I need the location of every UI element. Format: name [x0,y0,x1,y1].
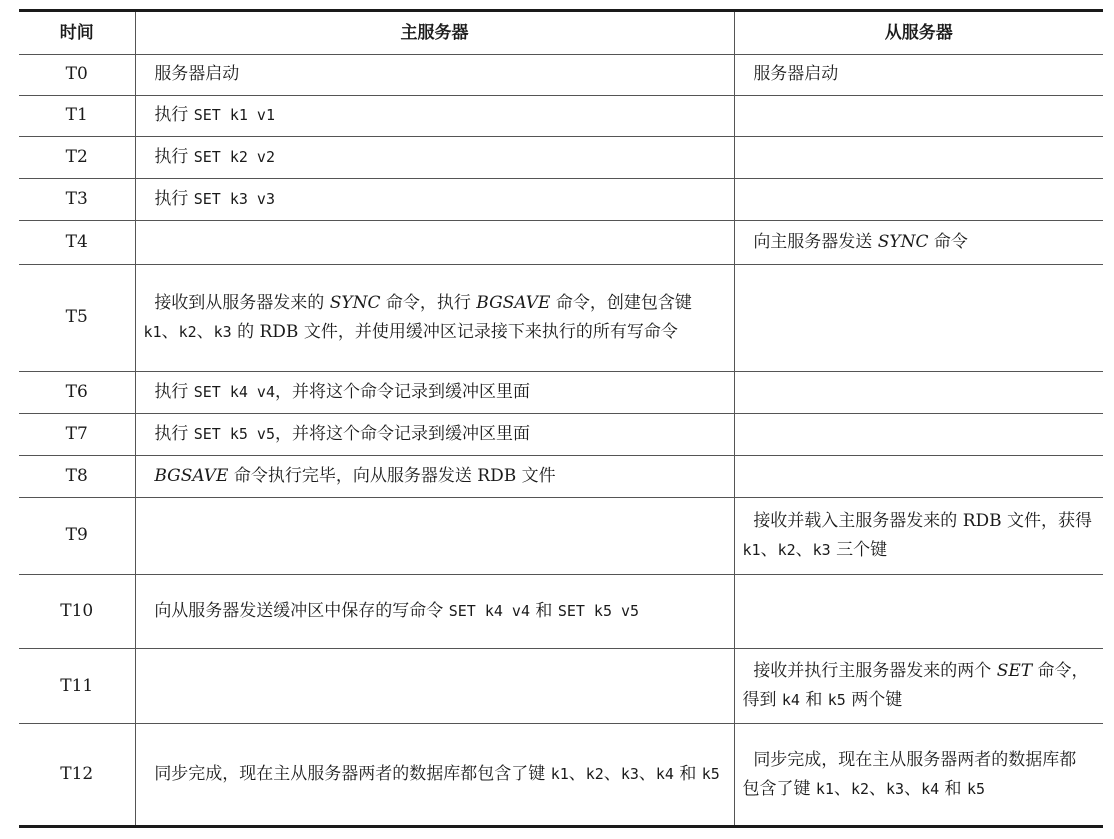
slave-cell [734,178,1103,220]
cell-text: 、 [568,764,586,785]
cell-text: 向主服务器发送 [742,231,878,252]
cell-text: 、 [638,764,656,785]
code-text: k1 [550,765,569,784]
code-text: k2 [777,540,796,559]
cell-text: 和 [939,778,967,799]
slave-cell [734,95,1103,136]
table-row [19,649,1103,724]
cell-text: 命令，创建包含键 [550,292,698,313]
table-row [19,574,1103,649]
cell-text: 、 [833,778,851,799]
table-row [19,136,1103,178]
header-row [19,12,1103,55]
code-text: k3 [812,540,831,559]
code-text: k5 [827,691,846,710]
slave-cell [734,456,1103,498]
table-row [19,724,1103,825]
table-row [19,264,1103,371]
cell-text: 接收并执行主服务器发来的两个 [742,661,997,682]
code-text: SET k5 v5 [557,602,640,621]
table-row [19,220,1103,264]
cell-text: 、 [161,321,179,342]
cell-text: 接收并载入主服务器发来的 RDB 文件，获得 [742,510,1098,531]
master-cell [135,264,734,371]
cell-text: 、 [795,539,813,560]
master-cell [135,649,734,724]
time-cell: T2 [19,136,135,178]
slave-cell [734,220,1103,264]
command-name: SYNC [877,231,929,252]
cell-text: 、 [904,778,922,799]
table-row [19,414,1103,456]
code-text: k1 [815,779,834,798]
cell-text: 同步完成，现在主从服务器两者的数据库都包含了键 [143,764,551,785]
cell-text: 两个键 [845,690,903,711]
cell-text: 执行 [143,146,194,167]
time-cell: T11 [19,649,135,724]
header-time: 时间 [19,12,135,55]
slave-cell [734,414,1103,456]
command-name: SET [996,661,1033,682]
code-text: k3 [886,779,905,798]
time-cell: T1 [19,95,135,136]
slave-cell [734,136,1103,178]
cell-text: 执行 [143,424,194,445]
code-text: k1 [742,540,761,559]
slave-cell [734,55,1103,96]
header-slave: 从服务器 [734,12,1103,55]
table-row [19,178,1103,220]
cell-text: 执行 [143,382,194,403]
master-cell [135,497,734,574]
table-row [19,372,1103,414]
time-cell: T7 [19,414,135,456]
code-text: k4 [781,691,800,710]
slave-cell [734,372,1103,414]
master-cell [135,456,734,498]
master-cell [135,178,734,220]
cell-text: 命令执行完毕，向从服务器发送 RDB 文件 [228,465,556,486]
time-cell: T0 [19,55,135,96]
time-cell: T6 [19,372,135,414]
cell-text: 服务器启动 [742,64,839,85]
command-name: BGSAVE [154,465,229,486]
command-name: SYNC [329,292,381,313]
cell-text [144,466,155,486]
slave-cell [734,724,1103,825]
time-cell: T5 [19,264,135,371]
header-master: 主服务器 [135,12,734,55]
cell-text: 的 RDB 文件，并使用缓冲区记录接下来执行的所有写命令 [231,321,678,342]
code-text: k5 [966,779,986,798]
master-cell [135,414,734,456]
cell-text: 、 [760,539,778,560]
table-row [19,95,1103,136]
replication-steps-table [19,12,1103,825]
slave-cell [734,574,1103,649]
time-cell: T4 [19,220,135,264]
code-text: k2 [178,322,197,341]
code-text: k3 [213,322,232,341]
code-text: k4 [655,765,674,784]
time-cell: T10 [19,574,135,649]
code-text: k3 [620,765,639,784]
cell-text: 执行 [143,188,194,209]
code-text: k4 [921,779,940,798]
master-cell [135,95,734,136]
master-cell [135,574,734,649]
time-cell: T12 [60,764,94,785]
time-cell: T3 [19,178,135,220]
slave-cell [734,264,1103,371]
cell-text: 同步完成，现在主从服务器两者的数据库都包含了键 [742,749,1077,799]
cell-text: 接收到从服务器发来的 [143,292,330,313]
code-text: SET k2 v2 [193,147,275,166]
code-text: SET k5 v5 [193,425,275,444]
cell-text: 三个键 [830,539,888,560]
command-name: BGSAVE [476,292,551,313]
code-text: k2 [850,779,870,798]
slave-cell [734,497,1103,574]
master-cell [135,55,734,96]
cell-text: 向从服务器发送缓冲区中保存的写命令 [143,601,449,622]
cell-text: ，并将这个命令记录到缓冲区里面 [275,424,530,445]
code-text: SET k3 v3 [193,189,275,208]
cell-text: 、 [603,764,621,785]
table-bottom-rule [19,825,1103,828]
code-text: k1 [143,322,162,341]
cell-text: 和 [673,764,702,785]
cell-text: ，并将这个命令记录到缓冲区里面 [275,382,530,403]
code-text: SET k4 v4 [448,602,530,621]
master-cell [135,136,734,178]
master-cell [135,724,734,825]
code-text: k5 [701,765,720,784]
table-row [19,456,1103,498]
cell-text: 命令，得到 [742,661,1089,711]
time-cell: T9 [19,497,135,574]
time-cell: T8 [19,456,135,498]
cell-text: 执行 [143,105,194,126]
cell-text: 命令 [928,231,968,252]
master-cell [135,220,734,264]
slave-cell [734,649,1103,724]
code-text: SET k4 v4 [193,383,275,402]
code-text: SET k1 v1 [193,106,275,125]
cell-text: 服务器启动 [143,64,240,85]
cell-text: 和 [799,690,828,711]
cell-text: 、 [196,321,214,342]
cell-text: 、 [869,778,887,799]
table-row [19,55,1103,96]
code-text: k2 [585,765,604,784]
cell-text: 命令，执行 [380,292,477,313]
master-cell [135,372,734,414]
table-row [19,497,1103,574]
cell-text: 和 [530,601,558,622]
